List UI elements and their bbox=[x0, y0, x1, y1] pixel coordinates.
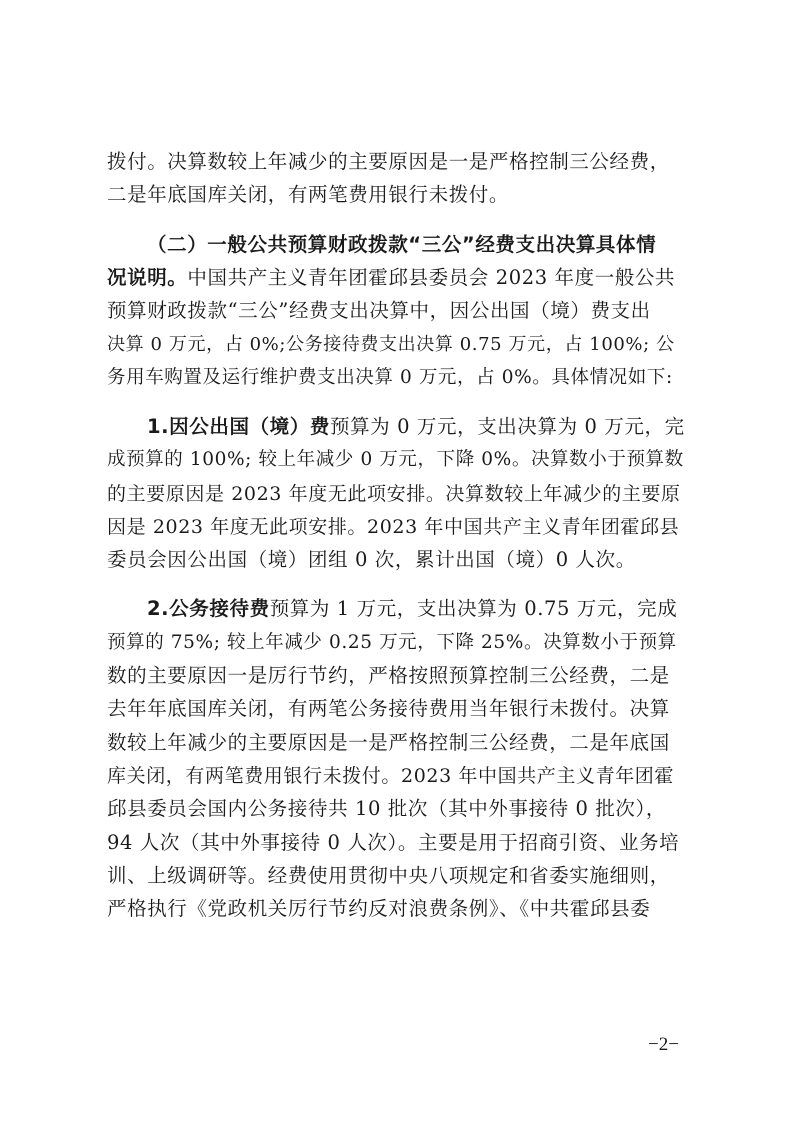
item-2-line-8: 94 人次（其中外事接待 0 人次）。主要是用于招商引资、业务培 bbox=[107, 831, 680, 854]
item-1-line-4: 因是 2023 年度无此项安排。2023 年中国共产主义青年团霍邱县 bbox=[107, 516, 680, 538]
item-1-line-3: 的主要原因是 2023 年度无此项安排。决算数较上年减少的主要原 bbox=[107, 483, 681, 505]
item-2-line-7: 邱县委员会国内公务接待共 10 批次（其中外事接待 0 批次）， bbox=[107, 797, 666, 820]
section-heading-line-2 bbox=[107, 266, 687, 290]
item-1-line-2: 成预算的 100%; 较上年减少 0 万元，下降 0%。决算数小于预算数 bbox=[107, 449, 684, 470]
item-1-line-5: 委员会因公出国（境）团组 0 次，累计出国（境）0 人次。 bbox=[107, 548, 636, 571]
item-2-text: 预算为 1 万元，支出决算为 0.75 万元，完成 bbox=[269, 597, 678, 620]
item-2-line-5: 数较上年减少的主要原因是一是严格控制三公经费，二是年底国 bbox=[107, 731, 670, 754]
item-1-text: 预算为 0 万元，支出决算为 0 万元，完 bbox=[329, 415, 685, 438]
page-number: −2− bbox=[648, 1034, 679, 1055]
item-2-line-10: 严格执行《党政机关厉行节约反对浪费条例》、《中共霍邱县委 bbox=[107, 897, 651, 920]
body-line-1: 拨付。决算数较上年减少的主要原因是一是严格控制三公经费， bbox=[107, 150, 670, 173]
body-line-4: 预算财政拨款“三公”经费支出决算中，因公出国（境）费支出 bbox=[107, 299, 651, 322]
item-2-line-4: 去年年底国库关闭，有两笔公务接待费用当年银行未拨付。决算 bbox=[107, 697, 670, 720]
section-heading-line-1: （二）一般公共预算财政拨款“三公”经费支出决算具体情 bbox=[147, 233, 657, 256]
item-2-line-3: 数的主要原因一是厉行节约，严格按照预算控制三公经费，二是 bbox=[107, 664, 670, 687]
body-line-6: 务用车购置及运行维护费支出决算 0 万元，占 0%。具体情况如下: bbox=[107, 367, 673, 388]
body-line-5: 决算 0 万元，占 0%;公务接待费支出决算 0.75 万元，占 100%; 公 bbox=[107, 334, 675, 355]
body-line-2: 二是年底国库关闭，有两笔费用银行未拨付。 bbox=[107, 183, 510, 206]
item-2-line-6: 库关闭，有两笔费用银行未拨付。2023 年中国共产主义青年团霍 bbox=[107, 765, 674, 787]
item-2-line-1 bbox=[147, 597, 687, 621]
item-1-line-1 bbox=[147, 415, 687, 439]
item-1-heading: 1.因公出国（境）费 bbox=[147, 415, 330, 438]
item-2-heading: 2.公务接待费 bbox=[147, 597, 270, 620]
item-2-line-9: 训、上级调研等。经费使用贯彻中央八项规定和省委实施细则， bbox=[107, 864, 670, 887]
body-line-3-text: 中国共产主义青年团霍邱县委员会 2023 年度一般公共 bbox=[187, 266, 676, 289]
section-heading-tail: 况说明。 bbox=[107, 266, 188, 289]
item-2-line-2: 预算的 75%; 较上年减少 0.25 万元，下降 25%。决算数小于预算 bbox=[107, 632, 677, 653]
